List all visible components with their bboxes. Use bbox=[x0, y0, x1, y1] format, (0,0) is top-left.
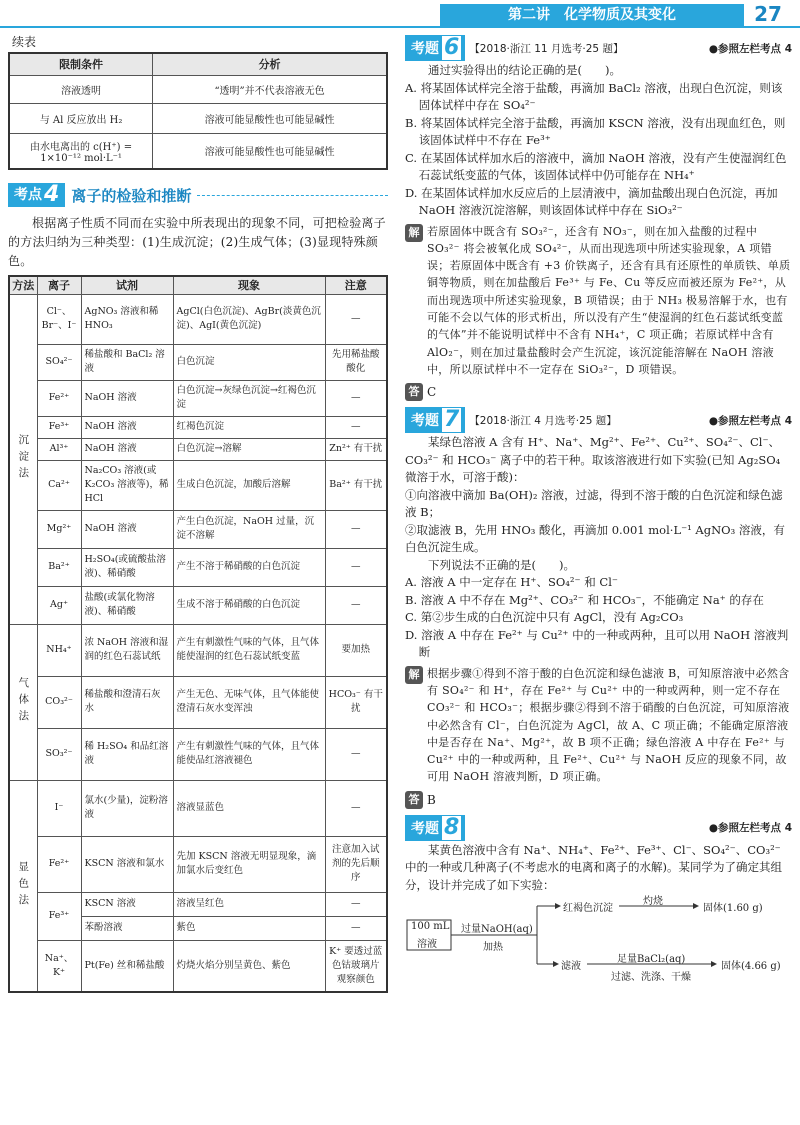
question-header bbox=[405, 34, 792, 62]
table-row bbox=[9, 548, 387, 586]
note-cell: — bbox=[325, 510, 387, 548]
solution-text: 根据步骤①得到不溶于酸的白色沉淀和绿色滤液 B，可知原溶液中必然含有 SO₄²⁻ 和 H⁺，存在 Fe²⁺ 与 Cu²⁺ 中的一种或两种，则一定不存在 CO₃²⁻ 和 HCO₃⁻；根据步骤②得到不溶于硝酸的白色沉淀，可知原溶液中必然含有 Cl⁻，白色沉淀为 AgCl，故 A、C 项正确；不能确定原溶液中是否存在 Na⁺、Mg²⁺，故 B 项不正确；绿色溶液 A 中存在 Fe²⁺ 与 Cu²⁺ 中的一种或两种，且 Fe²⁺、Cu²⁺ 与 NaOH 反应的现象不同，故可用 NaOH 溶液判断，D 项正确。 bbox=[427, 666, 790, 784]
reagent-cell: H₂SO₄(或硫酸盐溶液)、稀硝酸 bbox=[81, 548, 173, 586]
start-volume: 100 mL bbox=[411, 921, 450, 933]
option-b: B. 溶液 A 中不存在 Mg²⁺、CO₃²⁻ 和 HCO₃⁻，不能确定 Na⁺ 的存在 bbox=[405, 592, 764, 607]
phenomenon-cell: 溶液显蓝色 bbox=[173, 780, 325, 836]
answer-line bbox=[405, 790, 792, 810]
solid2-label: 固体(4.66 g) bbox=[721, 961, 781, 973]
table-row bbox=[9, 103, 387, 133]
arrowhead bbox=[711, 961, 717, 967]
experiment-flow-diagram bbox=[405, 898, 792, 984]
page-header bbox=[0, 0, 800, 26]
precipitate-label: 红褐色沉淀 bbox=[563, 903, 613, 915]
ion-cell: Fe²⁺ bbox=[37, 380, 81, 416]
reagent-cell: Pt(Fe) 丝和稀盐酸 bbox=[81, 940, 173, 992]
question-number: 7 bbox=[444, 407, 460, 433]
phenomenon-cell: 白色沉淀→溶解 bbox=[173, 438, 325, 460]
chapter-title: 第二讲 化学物质及其变化 bbox=[440, 4, 744, 26]
phenomenon-cell: 红褐色沉淀 bbox=[173, 416, 325, 438]
phenomenon-cell: 产生无色、无味气体，且气体能使澄清石灰水变浑浊 bbox=[173, 676, 325, 728]
note-cell: 要加热 bbox=[325, 624, 387, 676]
reagent-cell: 稀 H₂SO₄ 和品红溶液 bbox=[81, 728, 173, 780]
table-row bbox=[9, 75, 387, 103]
table-row bbox=[9, 510, 387, 548]
phenomenon-cell: AgCl(白色沉淀)、AgBr(淡黄色沉淀)、AgI(黄色沉淀) bbox=[173, 294, 325, 344]
note-cell: HCO₃⁻ 有干扰 bbox=[325, 676, 387, 728]
reagent-cell: KSCN 溶液和氯水 bbox=[81, 836, 173, 892]
ion-cell: SO₄²⁻ bbox=[37, 344, 81, 380]
table2-header: 注意 bbox=[325, 276, 387, 294]
continued-label: 续表 bbox=[12, 35, 37, 49]
solution-block bbox=[405, 665, 792, 786]
ion-cell: NH₄⁺ bbox=[37, 624, 81, 676]
question-body bbox=[405, 434, 792, 662]
answer-value: C bbox=[427, 385, 437, 400]
phenomenon-cell: 紫色 bbox=[173, 916, 325, 940]
answer-badge: 答 bbox=[405, 791, 423, 809]
option-d: D. 溶液 A 中存在 Fe²⁺ 与 Cu²⁺ 中的一种或两种，且可以用 NaOH 溶液判断 bbox=[405, 627, 789, 660]
start-solution: 溶液 bbox=[417, 939, 437, 951]
table-row bbox=[9, 780, 387, 836]
ion-cell: Ca²⁺ bbox=[37, 460, 81, 510]
divider bbox=[197, 195, 388, 196]
reagent-cell: KSCN 溶液 bbox=[81, 892, 173, 916]
note-cell: 注意加入试剂的先后顺序 bbox=[325, 836, 387, 892]
experiment-step: ②取滤液 B，先用 HNO₃ 酸化，再滴加 0.001 mol·L⁻¹ AgNO₃ 溶液，有白色沉淀生成。 bbox=[405, 522, 785, 555]
arrowhead bbox=[693, 903, 699, 909]
question-label: 考题 bbox=[411, 413, 439, 430]
conditions-table bbox=[8, 52, 388, 170]
table-cell: 由水电离出的 c(H⁺) = 1×10⁻¹² mol·L⁻¹ bbox=[9, 133, 153, 169]
question-reference: ●参照左栏考点 4 bbox=[708, 42, 792, 55]
table-row bbox=[9, 940, 387, 992]
table-row bbox=[9, 294, 387, 344]
solution-badge: 解 bbox=[405, 224, 423, 242]
ion-cell: Cl⁻、Br⁻、I⁻ bbox=[37, 294, 81, 344]
note-cell: — bbox=[325, 416, 387, 438]
note-cell: Ba²⁺ 有干扰 bbox=[325, 460, 387, 510]
phenomenon-cell: 产生不溶于稀硝酸的白色沉淀 bbox=[173, 548, 325, 586]
table-row bbox=[9, 676, 387, 728]
phenomenon-cell: 产生白色沉淀，NaOH 过量，沉淀不溶解 bbox=[173, 510, 325, 548]
section-intro: 根据离子性质不同而在实验中所表现出的现象不同，可把检验离子的方法归纳为三种类型：(1)生成沉淀；(2)生成气体；(3)显现特殊颜色。 bbox=[8, 216, 386, 268]
table-row bbox=[9, 416, 387, 438]
phenomenon-cell: 灼烧火焰分别呈黄色、紫色 bbox=[173, 940, 325, 992]
note-cell: — bbox=[325, 294, 387, 344]
phenomenon-cell: 产生有刺激性气味的气体，且气体能使品红溶液褪色 bbox=[173, 728, 325, 780]
reagent-cell: Na₂CO₃ 溶液(或 K₂CO₃ 溶液等)，稀 HCl bbox=[81, 460, 173, 510]
left-column bbox=[8, 32, 388, 993]
reagent-cell: NaOH 溶液 bbox=[81, 438, 173, 460]
question-reference: ●参照左栏考点 4 bbox=[708, 822, 792, 835]
table-row bbox=[9, 624, 387, 676]
reagent-cell: 浓 NaOH 溶液和湿润的红色石蕊试纸 bbox=[81, 624, 173, 676]
table-row bbox=[9, 892, 387, 916]
method-cell: 显色法 bbox=[9, 780, 37, 992]
reagent-cell: 稀盐酸和澄清石灰水 bbox=[81, 676, 173, 728]
arrowhead bbox=[553, 961, 559, 967]
option-c: C. 在某固体试样加水后的溶液中，滴加 NaOH 溶液，没有产生使湿润红色石蕊试纸变蓝的气体，该固体试样中仍可能存在 NH₄⁺ bbox=[405, 150, 787, 182]
reagent-cell: NaOH 溶液 bbox=[81, 416, 173, 438]
ion-cell: Fe²⁺ bbox=[37, 836, 81, 892]
table-row bbox=[9, 728, 387, 780]
question-header bbox=[405, 406, 792, 434]
question-source: 【2018·浙江 11 月选考·25 题】 bbox=[469, 42, 624, 55]
option-d: D. 在某固体试样加水反应后的上层清液中，滴加盐酸出现白色沉淀，再加 NaOH 溶液沉淀溶解，则该固体试样中存在 SiO₃²⁻ bbox=[405, 185, 778, 217]
ion-test-table bbox=[8, 275, 388, 993]
section-label: 考点 bbox=[14, 187, 42, 203]
note-cell: 先用稀盐酸酸化 bbox=[325, 344, 387, 380]
reagent-cell: 苯酚溶液 bbox=[81, 916, 173, 940]
table-cell: “透明”并不代表溶液无色 bbox=[153, 75, 387, 103]
table-row bbox=[9, 438, 387, 460]
question-source: 【2018·浙江 4 月选考·25 题】 bbox=[469, 414, 617, 427]
table1-header: 分析 bbox=[153, 53, 387, 75]
table-row bbox=[9, 380, 387, 416]
step1-reagent: 过量NaOH(aq) bbox=[461, 924, 533, 936]
ion-cell: Fe³⁺ bbox=[37, 892, 81, 940]
experiment-step: ①向溶液中滴加 Ba(OH)₂ 溶液，过滤，得到不溶于酸的白色沉淀和绿色滤液 B； bbox=[405, 487, 783, 520]
ion-cell: I⁻ bbox=[37, 780, 81, 836]
phenomenon-cell: 产生有刺激性气味的气体，且气体能使湿润的红色石蕊试纸变蓝 bbox=[173, 624, 325, 676]
method-cell: 沉淀法 bbox=[9, 294, 37, 624]
table-row bbox=[9, 344, 387, 380]
header-rule bbox=[0, 26, 800, 28]
section-number: 4 bbox=[44, 182, 60, 207]
step2-reagent: 足量BaCl₂(aq) bbox=[617, 954, 686, 966]
table2-header: 离子 bbox=[37, 276, 81, 294]
question-number: 8 bbox=[444, 814, 460, 840]
note-cell: — bbox=[325, 728, 387, 780]
solid1-label: 固体(1.60 g) bbox=[703, 903, 763, 915]
step1-condition: 加热 bbox=[483, 942, 503, 954]
ion-cell: SO₃²⁻ bbox=[37, 728, 81, 780]
answer-badge: 答 bbox=[405, 383, 423, 401]
note-cell: — bbox=[325, 892, 387, 916]
question-label: 考题 bbox=[411, 41, 439, 57]
ion-cell: CO₃²⁻ bbox=[37, 676, 81, 728]
question-label: 考题 bbox=[411, 820, 439, 837]
ion-cell: Na⁺、K⁺ bbox=[37, 940, 81, 992]
phenomenon-cell: 先加 KSCN 溶液无明显现象，滴加氯水后变红色 bbox=[173, 836, 325, 892]
solution-badge: 解 bbox=[405, 666, 423, 684]
method-cell: 气体法 bbox=[9, 624, 37, 780]
phenomenon-cell: 白色沉淀→灰绿色沉淀→红褐色沉淀 bbox=[173, 380, 325, 416]
question-badge bbox=[405, 407, 465, 433]
page-number: 27 bbox=[754, 2, 782, 26]
table-cell: 与 Al 反应放出 H₂ bbox=[9, 103, 153, 133]
note-cell: — bbox=[325, 916, 387, 940]
section-title: 离子的检验和推断 bbox=[71, 186, 192, 205]
phenomenon-cell: 生成白色沉淀，加酸后溶解 bbox=[173, 460, 325, 510]
question-header bbox=[405, 814, 792, 842]
question-badge bbox=[405, 35, 465, 61]
table-row bbox=[9, 460, 387, 510]
note-cell: — bbox=[325, 780, 387, 836]
question-reference: ●参照左栏考点 4 bbox=[708, 414, 792, 427]
question-number: 6 bbox=[444, 35, 460, 60]
table-row bbox=[9, 133, 387, 169]
answer-value: B bbox=[427, 792, 436, 807]
burn-label: 灼烧 bbox=[643, 896, 663, 908]
option-b: B. 将某固体试样完全溶于盐酸，再滴加 KSCN 溶液，没有出现血红色，则该固体试样中不存在 Fe³⁺ bbox=[405, 115, 786, 147]
table-cell: 溶液可能显酸性也可能显碱性 bbox=[153, 103, 387, 133]
phenomenon-cell: 溶液呈红色 bbox=[173, 892, 325, 916]
note-cell: Zn²⁺ 有干扰 bbox=[325, 438, 387, 460]
note-cell: — bbox=[325, 586, 387, 624]
filtrate-label: 滤液 bbox=[561, 961, 581, 973]
table2-header: 方法 bbox=[9, 276, 37, 294]
option-a: A. 将某固体试样完全溶于盐酸，再滴加 BaCl₂ 溶液，出现白色沉淀，则该固体试样中存在 SO₄²⁻ bbox=[405, 80, 783, 112]
table-cell: 溶液可能显酸性也可能显碱性 bbox=[153, 133, 387, 169]
table2-header: 现象 bbox=[173, 276, 325, 294]
question-prompt: 下列说法不正确的是( )。 bbox=[428, 557, 575, 572]
phenomenon-cell: 白色沉淀 bbox=[173, 344, 325, 380]
right-column bbox=[405, 34, 792, 984]
reagent-cell: 盐酸(或氯化物溶液)、稀硝酸 bbox=[81, 586, 173, 624]
section-badge bbox=[8, 183, 65, 207]
question-stem: 通过实验得出的结论正确的是( )。 bbox=[428, 63, 621, 77]
ion-cell: Fe³⁺ bbox=[37, 416, 81, 438]
table-row bbox=[9, 836, 387, 892]
table2-header: 试剂 bbox=[81, 276, 173, 294]
table1-header: 限制条件 bbox=[9, 53, 153, 75]
solution-block bbox=[405, 223, 792, 379]
option-a: A. 溶液 A 中一定存在 H⁺、SO₄²⁻ 和 Cl⁻ bbox=[405, 575, 618, 590]
note-cell: — bbox=[325, 380, 387, 416]
reagent-cell: 稀盐酸和 BaCl₂ 溶液 bbox=[81, 344, 173, 380]
reagent-cell: 氯水(少量)，淀粉溶液 bbox=[81, 780, 173, 836]
note-cell: K⁺ 要透过蓝色钴玻璃片观察颜色 bbox=[325, 940, 387, 992]
question-body bbox=[405, 842, 792, 895]
section-heading bbox=[8, 182, 388, 208]
reagent-cell: NaOH 溶液 bbox=[81, 510, 173, 548]
option-c: C. 第②步生成的白色沉淀中只有 AgCl，没有 Ag₂CO₃ bbox=[405, 610, 684, 625]
phenomenon-cell: 生成不溶于稀硝酸的白色沉淀 bbox=[173, 586, 325, 624]
question-stem: 某黄色溶液中含有 Na⁺、NH₄⁺、Fe²⁺、Fe³⁺、Cl⁻、SO₄²⁻、CO₃²⁻ 中的一种或几种离子(不考虑水的电离和离子的水解)。某同学为了确定其组分，设计并完成了如下实验： bbox=[405, 842, 782, 892]
question-body bbox=[405, 62, 792, 220]
ion-cell: Ag⁺ bbox=[37, 586, 81, 624]
table-row bbox=[9, 586, 387, 624]
ion-cell: Mg²⁺ bbox=[37, 510, 81, 548]
ion-cell: Ba²⁺ bbox=[37, 548, 81, 586]
arrowhead bbox=[555, 903, 561, 909]
step2-condition: 过滤、洗涤、干燥 bbox=[611, 972, 691, 984]
ion-cell: Al³⁺ bbox=[37, 438, 81, 460]
reagent-cell: NaOH 溶液 bbox=[81, 380, 173, 416]
note-cell: — bbox=[325, 548, 387, 586]
solution-text: 若原固体中既含有 SO₃²⁻，还含有 NO₃⁻，则在加入盐酸的过程中 SO₃²⁻ 将会被氧化成 SO₄²⁻，从而出现选项中所述实验现象，A 项错误；若原固体中既含有 +3 价铁离子，还含有具有还原性的单质铁、单质铜等物质，则在加盐酸后 Fe³⁺ 与 Fe、Cu 等反应而被还原为 Fe²⁺，从而出现选项中所述实验现象，B 项错误；由于 NH₃ 极易溶解于水，也有可能不会以气体的形式析出，所以没有产生“使湿润的红色石蕊试纸变蓝的气体”并不能说明试样中不含有 NH₄⁺，C 项正确；若原试样中含有 AlO₂⁻，则在加过量盐酸时会产生沉淀，该沉淀能溶解在 NaOH 溶液中，所以原试样中不一定存在 SiO₃²⁻，D 项错误。 bbox=[427, 224, 791, 376]
question-badge bbox=[405, 815, 465, 841]
table-cell: 溶液透明 bbox=[9, 75, 153, 103]
answer-line bbox=[405, 382, 792, 402]
reagent-cell: AgNO₃ 溶液和稀 HNO₃ bbox=[81, 294, 173, 344]
question-stem: 某绿色溶液 A 含有 H⁺、Na⁺、Mg²⁺、Fe²⁺、Cu²⁺、SO₄²⁻、Cl⁻、CO₃²⁻ 和 HCO₃⁻ 离子中的若干种。取该溶液进行如下实验(已知 Ag₂SO₄ 微溶于水，可溶于酸)： bbox=[405, 435, 781, 485]
